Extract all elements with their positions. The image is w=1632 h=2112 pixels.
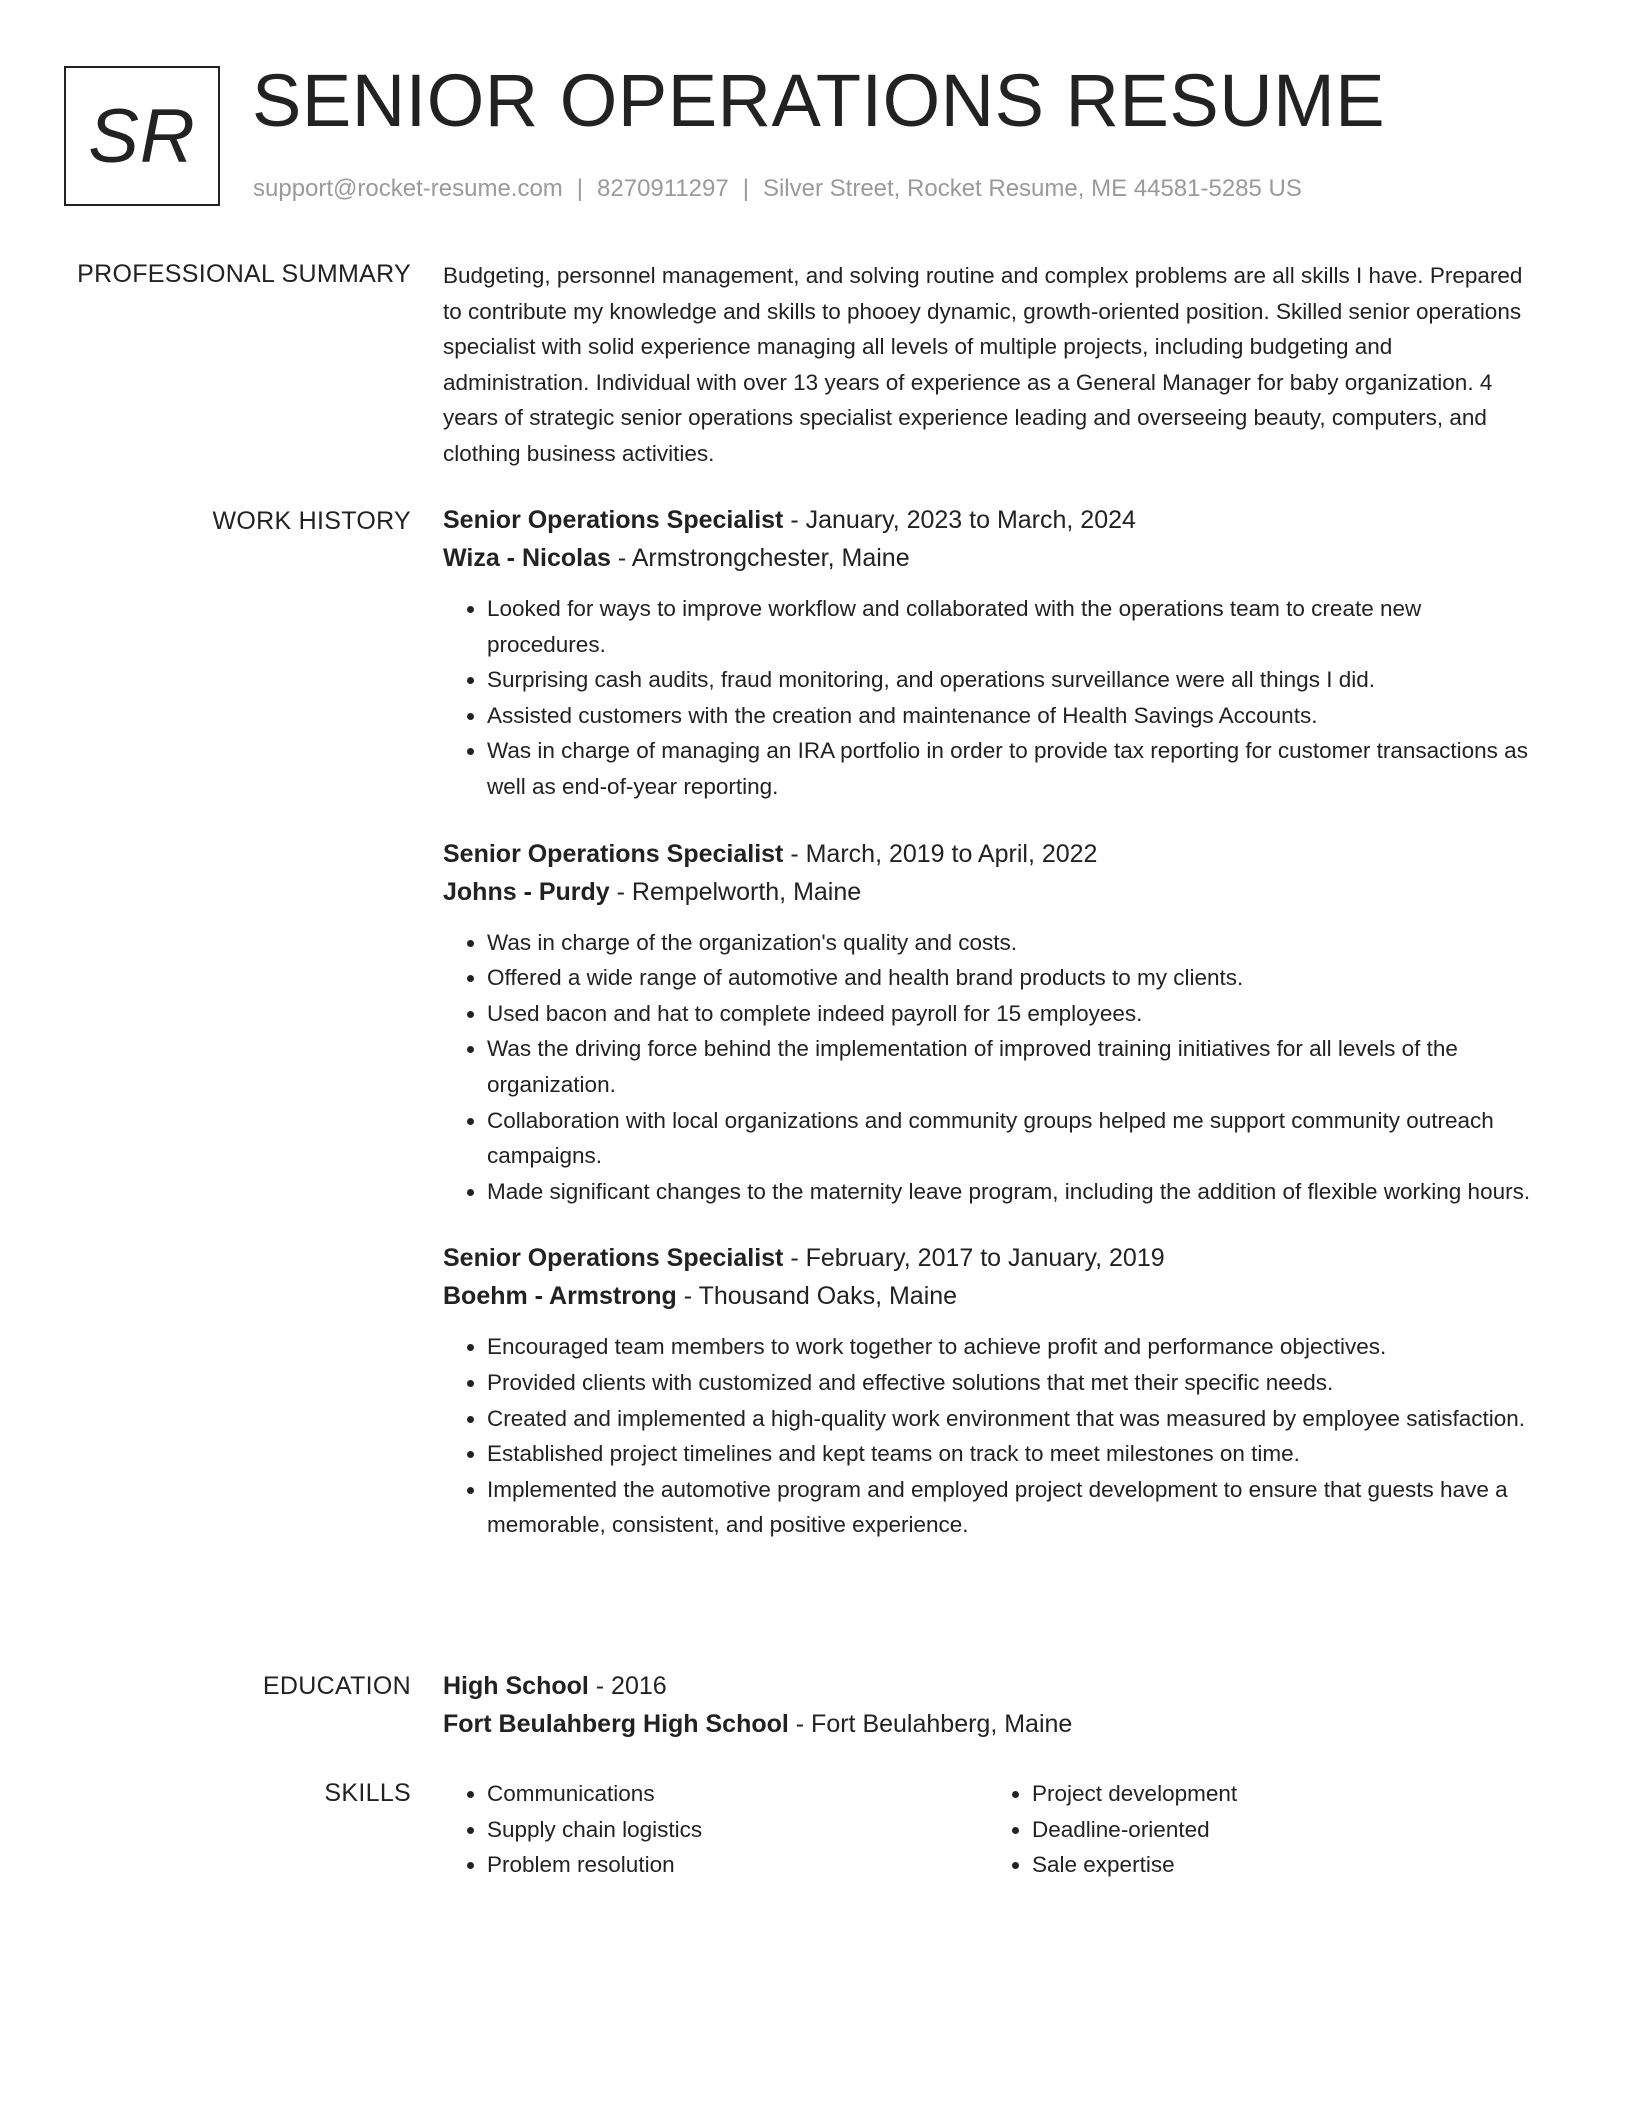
- education-degree: High School: [443, 1672, 589, 1700]
- job-bullet: • Established project timelines and kept teams on track to meet milestones on time.: [487, 1436, 1543, 1472]
- job-company-line: [443, 1277, 1543, 1315]
- job-title-line: [443, 501, 1543, 539]
- contact-address: Silver Street, Rocket Resume, ME 44581-5285 US: [762, 175, 1302, 202]
- job-bullet: • Assisted customers with the creation and maintenance of Health Savings Accounts.: [487, 698, 1543, 734]
- skill-item: • Communications: [487, 1776, 988, 1812]
- education-year: - 2016: [588, 1672, 667, 1700]
- job-company-line: [443, 539, 1543, 577]
- skill-item: • Sale expertise: [1032, 1847, 1533, 1883]
- skill-item: • Deadline-oriented: [1032, 1812, 1533, 1848]
- job-bullet: • Surprising cash audits, fraud monitoring, and operations surveillance were all things I did.: [487, 662, 1543, 698]
- contact-phone: 8270911297: [597, 175, 729, 202]
- section-label-work-history: WORK HISTORY: [212, 507, 411, 535]
- job-bullet: • Made significant changes to the maternity leave program, including the addition of flexible working hours.: [487, 1174, 1543, 1210]
- skills-list: [988, 1776, 1533, 1883]
- skills-column-right: [988, 1776, 1533, 1883]
- skills-grid: [443, 1776, 1543, 1883]
- job-entry: [443, 501, 1543, 805]
- monogram-initials: SR: [88, 93, 196, 179]
- job-entry: [443, 835, 1543, 1210]
- job-company-line: [443, 873, 1543, 911]
- section-label-skills: SKILLS: [324, 1779, 411, 1807]
- contact-email: support@rocket-resume.com: [253, 175, 563, 202]
- job-entry: [443, 1239, 1543, 1543]
- job-dates: - March, 2019 to April, 2022: [783, 839, 1098, 868]
- job-company: Johns - Purdy: [443, 877, 610, 906]
- job-bullet: • Created and implemented a high-quality work environment that was measured by employee satisfaction.: [487, 1401, 1543, 1437]
- skill-item: • Problem resolution: [487, 1847, 988, 1883]
- job-title: Senior Operations Specialist: [443, 839, 784, 868]
- work-history-body: [443, 501, 1543, 1543]
- job-bullet: • Collaboration with local organizations and community groups helped me support community outreach campaigns.: [487, 1103, 1543, 1174]
- education-location: - Fort Beulahberg, Maine: [788, 1710, 1073, 1738]
- job-company: Boehm - Armstrong: [443, 1282, 677, 1311]
- job-dates: - February, 2017 to January, 2019: [783, 1244, 1165, 1273]
- job-title-line: [443, 835, 1543, 873]
- section-label-education: EDUCATION: [262, 1672, 411, 1700]
- job-title: Senior Operations Specialist: [443, 1244, 784, 1273]
- skills-column-left: [443, 1776, 988, 1883]
- skills-body: [443, 1776, 1543, 1883]
- job-dates: - January, 2023 to March, 2024: [783, 506, 1136, 534]
- job-bullet: • Implemented the automotive program and employed project development to ensure that guests have a memorable, consistent, and positive experience.: [487, 1472, 1543, 1543]
- job-title-line: [443, 1239, 1543, 1277]
- education-degree-line: [443, 1667, 1543, 1705]
- job-bullets: [443, 1329, 1543, 1543]
- job-location: - Rempelworth, Maine: [609, 877, 862, 906]
- education-body: [443, 1667, 1543, 1743]
- job-bullets: [443, 591, 1543, 805]
- job-bullet: • Provided clients with customized and effective solutions that met their specific needs.: [487, 1365, 1543, 1401]
- job-bullet: • Offered a wide range of automotive and health brand products to my clients.: [487, 960, 1543, 996]
- job-bullet: • Used bacon and hat to complete indeed payroll for 15 employees.: [487, 996, 1543, 1032]
- job-bullet: • Was in charge of managing an IRA portfolio in order to provide tax reporting for customer transactions as well as end-of-year reporting.: [487, 733, 1543, 804]
- skill-item: • Supply chain logistics: [487, 1812, 988, 1848]
- contact-separator: |: [742, 175, 749, 202]
- contact-line: [253, 173, 1302, 205]
- job-bullet: • Was the driving force behind the implementation of improved training initiatives for all levels of the organization.: [487, 1031, 1543, 1102]
- monogram-box: [64, 66, 220, 206]
- summary-text: Budgeting, personnel management, and solving routine and complex problems are all skills I have. Prepared to contribute my knowledge and skills to phooey dynamic, growth-oriented position. Skilled senior operations specialist with solid experience managing all levels of multiple projects, including budgeting and administration. Individual with over 13 years of experience as a General Manager for baby organization. 4 years of strategic senior operations specialist experience leading and overseeing beauty, computers, and clothing business activities.: [443, 263, 1523, 466]
- contact-separator: |: [576, 175, 584, 202]
- section-label-summary: PROFESSIONAL SUMMARY: [77, 260, 411, 288]
- skill-item: • Project development: [1032, 1776, 1533, 1812]
- job-location: - Armstrongchester, Maine: [610, 544, 910, 572]
- job-bullet: • Looked for ways to improve workflow and collaborated with the operations team to create new procedures.: [487, 591, 1543, 662]
- job-title: Senior Operations Specialist: [443, 506, 784, 534]
- job-bullet: • Encouraged team members to work together to achieve profit and performance objectives.: [487, 1329, 1543, 1365]
- job-location: - Thousand Oaks, Maine: [676, 1282, 958, 1311]
- job-bullet: • Was in charge of the organization's quality and costs.: [487, 925, 1543, 961]
- resume-title: SENIOR OPERATIONS RESUME: [252, 59, 1386, 142]
- education-school-line: [443, 1705, 1543, 1743]
- summary-body: [443, 258, 1543, 472]
- job-bullets: [443, 925, 1543, 1210]
- skills-list: [443, 1776, 988, 1883]
- job-company: Wiza - Nicolas: [443, 544, 611, 572]
- education-school: Fort Beulahberg High School: [443, 1710, 789, 1738]
